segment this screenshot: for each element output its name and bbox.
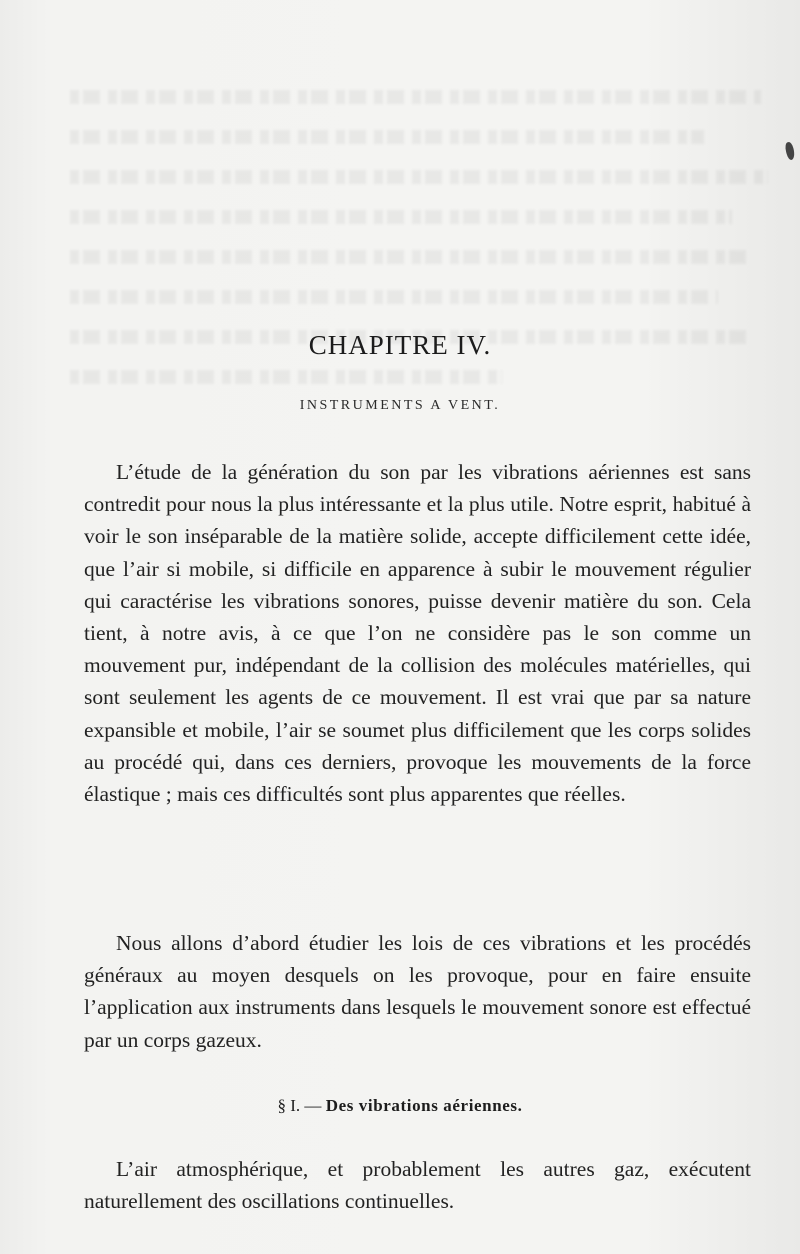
section-number: § I. — [277, 1096, 322, 1115]
section-heading [0, 1096, 800, 1116]
chapter-title: CHAPITRE IV. [308, 330, 492, 360]
section-title: Des vibrations aériennes. [325, 1096, 523, 1115]
ink-blot [784, 141, 796, 160]
bleed-through-text [70, 90, 790, 420]
paragraph-plan: Nous allons d’abord étudier les lois de ces vibrations et les procédés généraux au moyen desquels on les provoque, pour en faire ensuite l’application aux instruments dans lesquels le mouvement sonore est effectué par un corps gazeux. [84, 931, 751, 1052]
chapter-subtitle: INSTRUMENTS A VENT. [299, 398, 501, 413]
paragraph-intro: L’étude de la génération du son par les vibrations aériennes est sans contredit pour nous la plus intéressante et la plus utile. Notre esprit, habitué à voir le son inséparable de la matière solide, accepte difficilement cette idée, que l’air si mobile, si difficile en apparence à subir le mouvement régulier qui caractérise les vibrations sonores, puisse devenir matière du son. Cela tient, à notre avis, à ce que l’on ne considère pas le son comme un mouvement pur, indépendant de la collision des molécules matérielles, qui sont seulement les agents de ce mouvement. Il est vrai que par sa nature expansible et mobile, l’air se soumet plus difficilement que les corps solides au procédé qui, dans ces derniers, provoque les mouvements de la force élastique ; mais ces difficultés sont plus apparentes que réelles. [84, 460, 751, 807]
paragraph-section-start: L’air atmosphérique, et probablement les autres gaz, exécutent naturellement des oscillations continuelles. [84, 1157, 751, 1214]
